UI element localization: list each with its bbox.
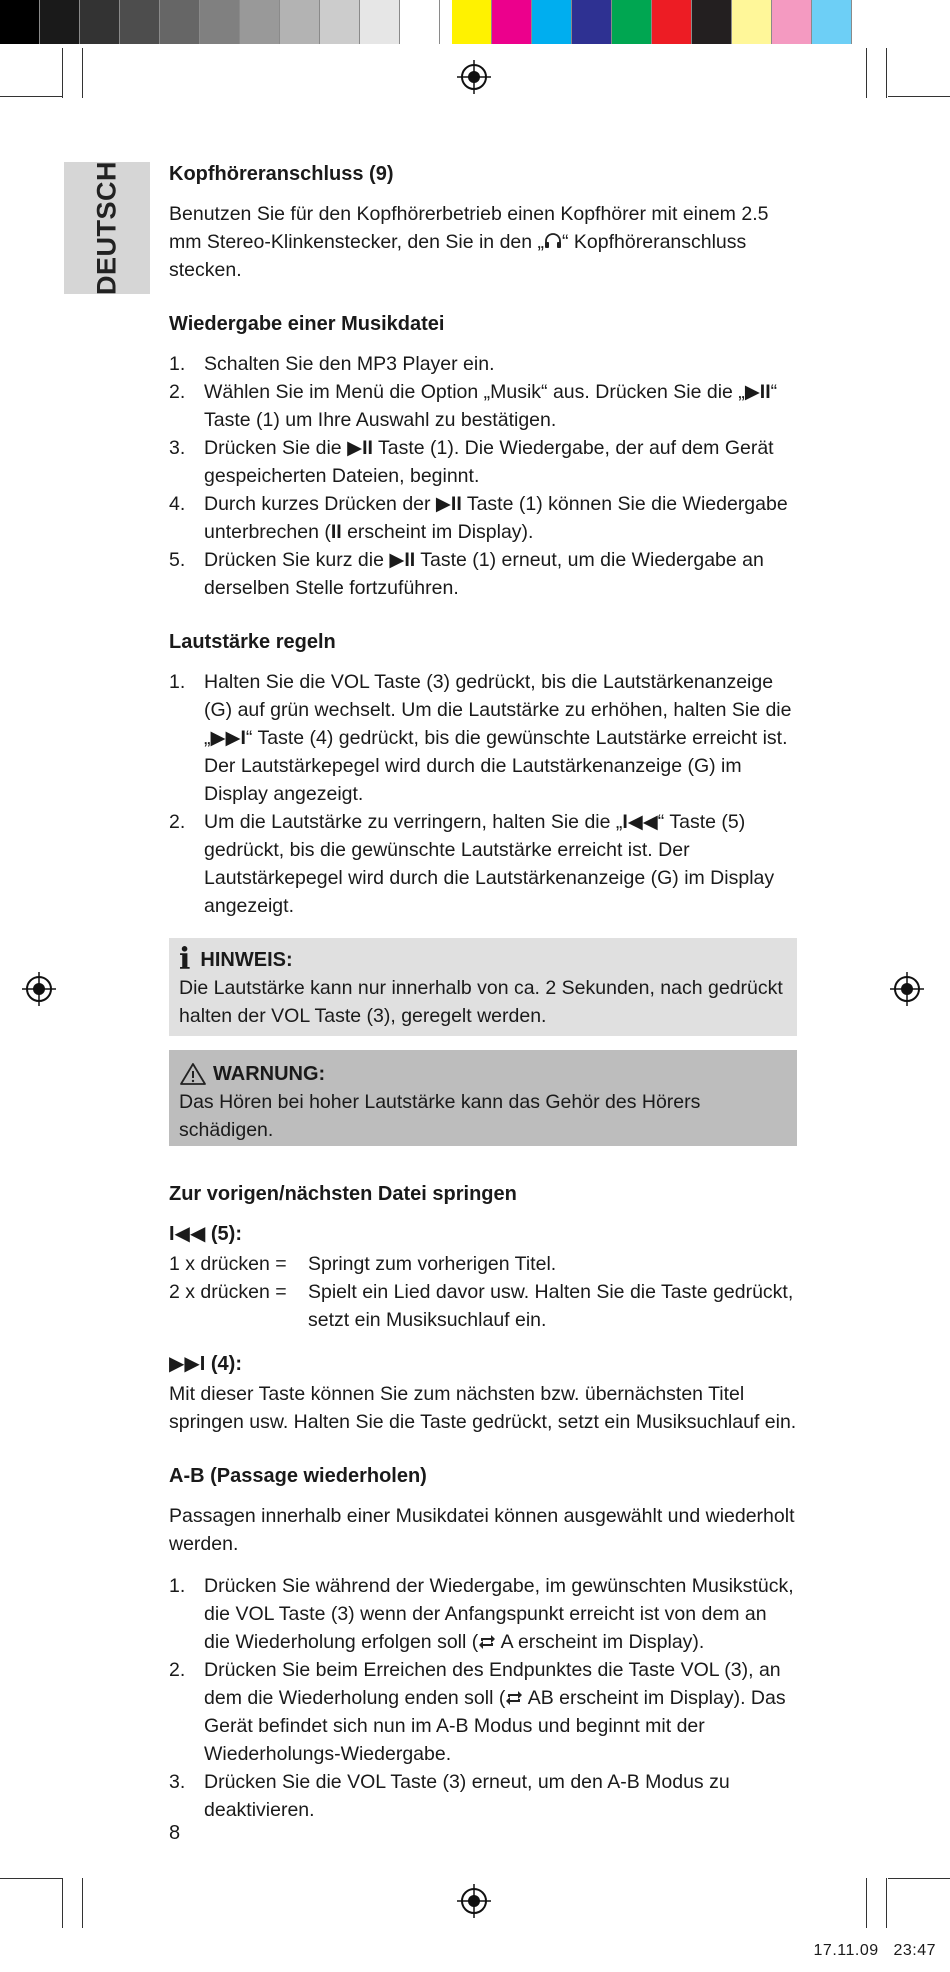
note-box	[169, 938, 797, 1036]
color-swatch	[452, 0, 492, 44]
page-number: 8	[169, 1822, 181, 1844]
registration-mark-icon	[890, 972, 924, 1006]
play-pause-symbol: ▶II	[389, 549, 416, 571]
crop-mark	[62, 48, 63, 98]
repeat-icon	[478, 1633, 496, 1651]
section-title-volume: Lautstärke regeln	[169, 631, 336, 653]
page-content	[169, 160, 797, 1850]
registration-mark-icon	[22, 972, 56, 1006]
next-text: Mit dieser Taste können Sie zum nächsten bzw. übernächsten Titel springen usw. Halten Sie die Taste gedrückt, setzt ein Musiksuchlauf ein.	[169, 1383, 797, 1433]
color-swatch	[732, 0, 772, 44]
swatch-gap	[440, 0, 452, 44]
color-calibration-bar	[0, 0, 852, 44]
list-item: 3. Drücken Sie die VOL Taste (3) erneut, um den A-B Modus zu deaktivieren.	[169, 1771, 730, 1821]
play-pause-symbol: ▶II	[347, 437, 373, 459]
crop-mark	[0, 96, 62, 97]
warning-title: WARNUNG:	[213, 1063, 326, 1085]
gray-swatch	[360, 0, 400, 44]
crop-mark	[866, 1878, 867, 1928]
list-item: 2. Wählen Sie im Menü die Option „Musik“ aus. Drücken Sie die „▶II“ Taste (1) um Ihre Auswahl zu bestätigen.	[169, 381, 778, 431]
warning-text: Das Hören bei hoher Lautstärke kann das Gehör des Hörers schädigen.	[179, 1091, 701, 1141]
note-text: Die Lautstärke kann nur innerhalb von ca. 2 Sekunden, nach gedrückt halten der VOL Taste (3), geregelt werden.	[179, 977, 783, 1027]
play-pause-symbol: ▶II	[435, 493, 462, 515]
registration-mark-icon	[457, 1884, 491, 1918]
crop-mark	[888, 96, 950, 97]
list-item: 5. Drücken Sie kurz die ▶II Taste (1) erneut, um die Wiedergabe an derselben Stelle fortzuführen.	[169, 549, 764, 599]
list-item: 2. Drücken Sie beim Erreichen des Endpunktes die Taste VOL (3), an dem die Wiederholung enden soll ( AB erscheint im Display). Das Gerät befindet sich nun im A-B Modus und beginnt mit der Wiederholungs-Wiedergabe.	[169, 1659, 786, 1765]
previous-definitions	[169, 1250, 797, 1334]
crop-mark	[62, 1878, 63, 1928]
gray-swatch	[280, 0, 320, 44]
section-title-playback: Wiedergabe einer Musikdatei	[169, 313, 445, 335]
repeat-icon	[505, 1689, 523, 1707]
section-title-headphone: Kopfhöreranschluss (9)	[169, 163, 394, 185]
section-title-ab-repeat: A-B (Passage wiederholen)	[169, 1465, 427, 1487]
crop-mark	[866, 48, 867, 98]
info-icon: i	[179, 942, 191, 977]
color-swatch	[532, 0, 572, 44]
language-side-tab	[64, 162, 150, 294]
gray-swatch	[120, 0, 160, 44]
previous-button-label: I◀◀ (5):	[169, 1223, 242, 1245]
volume-steps	[169, 668, 797, 920]
color-swatch	[692, 0, 732, 44]
gray-swatch	[320, 0, 360, 44]
color-swatch	[812, 0, 852, 44]
headphone-paragraph: Benutzen Sie für den Kopfhörerbetrieb einen Kopfhörer mit einem 2.5 mm Stereo-Klinkenstecker, den Sie in den „ “ Kopfhöreranschluss stecken.	[169, 203, 769, 281]
gray-swatch	[40, 0, 80, 44]
ab-intro: Passagen innerhalb einer Musikdatei können ausgewählt und wiederholt werden.	[169, 1505, 795, 1555]
play-pause-symbol: ▶II	[744, 381, 771, 403]
list-item: 3. Drücken Sie die ▶II Taste (1). Die Wiedergabe, der auf dem Gerät gespeicherten Dateien, beginnt.	[169, 437, 774, 487]
registration-mark-icon	[457, 60, 491, 94]
gray-swatch	[400, 0, 440, 44]
crop-mark	[886, 1878, 887, 1928]
list-item: 2. Um die Lautstärke zu verringern, halten Sie die „I◀◀“ Taste (5) gedrückt, bis die gewünschte Lautstärke erreicht ist. Der Lautstärkepegel wird durch die Lautstärkenanzeige (G) im Display angezeigt.	[169, 811, 775, 917]
playback-steps	[169, 350, 797, 602]
ab-steps	[169, 1572, 797, 1824]
gray-swatch	[0, 0, 40, 44]
definition-row: 1 x drücken = Springt zum vorherigen Titel.	[169, 1253, 557, 1275]
crop-mark	[82, 48, 83, 98]
pause-symbol: II	[330, 521, 342, 543]
next-symbol: ▶▶I	[210, 727, 246, 749]
previous-symbol: I◀◀	[622, 811, 658, 833]
color-swatch	[572, 0, 612, 44]
gray-swatch	[80, 0, 120, 44]
gray-swatch	[200, 0, 240, 44]
note-title: HINWEIS:	[200, 949, 293, 971]
definition-row: 2 x drücken = Spielt ein Lied davor usw. Halten Sie die Taste gedrückt, setzt ein Musiksuchlauf ein.	[169, 1281, 794, 1331]
list-item: 1. Schalten Sie den MP3 Player ein.	[169, 353, 495, 375]
language-label: DEUTSCH	[91, 160, 122, 296]
color-swatch	[492, 0, 532, 44]
warning-triangle-icon	[179, 1062, 207, 1086]
list-item: 1. Halten Sie die VOL Taste (3) gedrückt, bis die Lautstärkenanzeige (G) auf grün wechselt. Um die Lautstärke zu erhöhen, halten Sie die „▶▶I“ Taste (4) gedrückt, bis die gewünschte Lautstärke erreicht ist. Der Lautstärkepegel wird durch die Lautstärkenanzeige (G) im Display angezeigt.	[169, 671, 792, 805]
print-footer: 17.11.09 23:47	[813, 1942, 936, 1959]
next-button-label: ▶▶I (4):	[169, 1353, 242, 1375]
headphone-icon	[544, 232, 562, 250]
gray-swatch	[240, 0, 280, 44]
crop-mark	[82, 1878, 83, 1928]
warning-box	[169, 1050, 797, 1146]
color-swatch	[612, 0, 652, 44]
list-item: 4. Durch kurzes Drücken der ▶II Taste (1) können Sie die Wiedergabe unterbrechen (II erscheint im Display).	[169, 493, 788, 543]
gray-swatch	[160, 0, 200, 44]
color-swatch	[652, 0, 692, 44]
crop-mark	[886, 48, 887, 98]
section-title-skip: Zur vorigen/nächsten Datei springen	[169, 1183, 517, 1205]
list-item: 1. Drücken Sie während der Wiedergabe, im gewünschten Musikstück, die VOL Taste (3) wenn der Anfangspunkt erreicht ist von dem an die Wiederholung erfolgen soll ( A erscheint im Display).	[169, 1575, 794, 1653]
crop-mark	[0, 1878, 62, 1879]
crop-mark	[888, 1878, 950, 1879]
color-swatch	[772, 0, 812, 44]
